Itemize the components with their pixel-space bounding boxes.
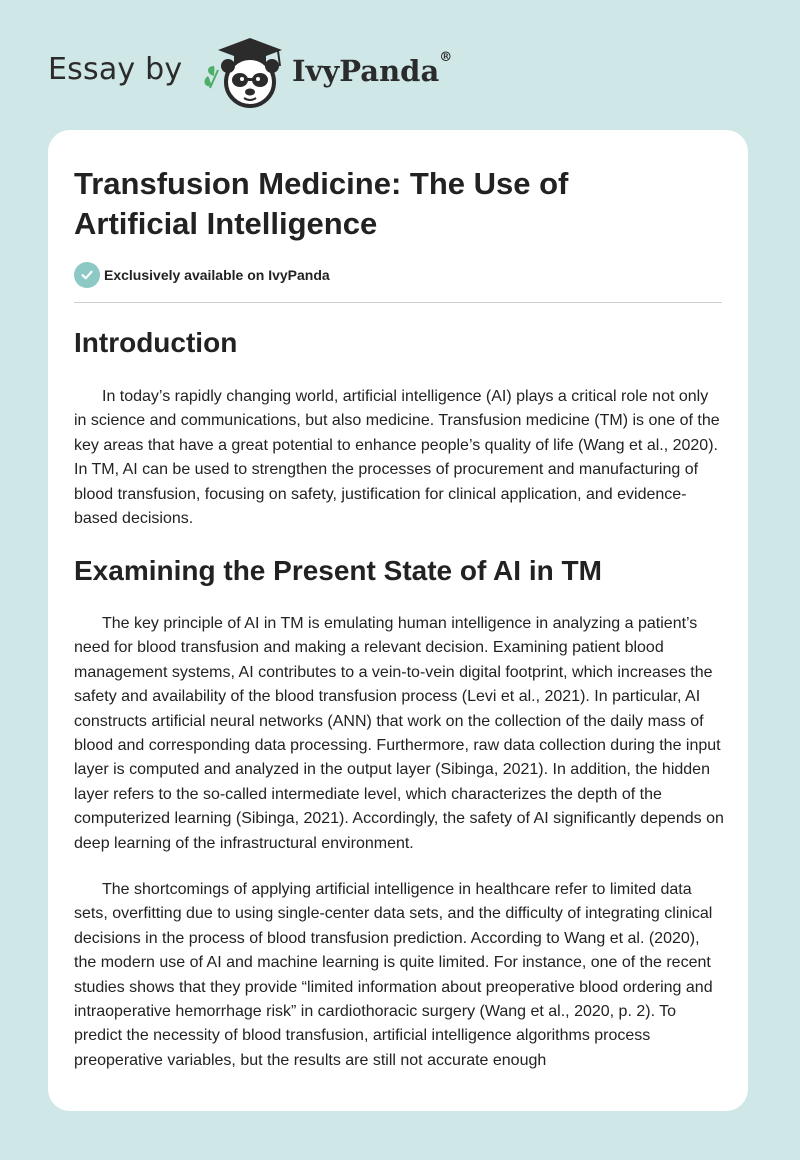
paragraph: The key principle of AI in TM is emulating human intelligence in analyzing a patient’s need for blood transfusion and making a relevant decision. Examining patient blood management systems, AI contributes to a vein-to-vein digital footprint, which increases the safety and availability of the blood transfusion process (Levi et al., 2021). In particular, AI constructs artificial neural networks (ANN) that work on the collection of the daily mass of blood and corresponding data processing. Furthermore, raw data collection during the input layer is computed and analyzed in the output layer (Sibinga, 2021). In addition, the hidden layer refers to the so-called intermediate level, which characterizes the depth of the computerized learning (Sibinga, 2021). Accordingly, the safety of AI significantly depends on deep learning of the infrastructural environment. [74,615,724,852]
page-title: Transfusion Medicine: The Use of Artificial Intelligence [74,166,569,241]
paragraph: In today’s rapidly changing world, artificial intelligence (AI) plays a critical role not only in science and communications, but also medicine. Transfusion medicine (TM) is one of the key areas that have a great potential to enhance people’s quality of life (Wang et al., 2020). In TM, AI can be used to strengthen the processes of procurement and manufacturing of blood transfusion, focusing on safety, justification for clinical application, and evidence-based decisions. [74,388,720,528]
panda-logo-icon[interactable] [200,36,292,110]
registered-mark: ® [439,50,453,65]
exclusive-badge [74,262,330,288]
article-card [48,130,748,1111]
brand-name[interactable] [292,50,453,88]
site-header [0,0,800,130]
check-icon [74,262,100,288]
section-heading: Introduction [74,327,238,358]
badge-text: Exclusively available on IvyPanda [104,267,330,283]
section-heading: Examining the Present State of AI in TM [74,555,602,586]
essay-by-label: Essay by [48,52,183,87]
divider [74,302,722,303]
paragraph: The shortcomings of applying artificial intelligence in healthcare refer to limited data sets, overfitting due to using single-center data sets, and the difficulty of integrating clinical decisions in the process of blood transfusion prediction. According to Wang et al. (2020), the modern use of AI and machine learning is quite limited. For instance, one of the recent studies shows that they provide “limited information about preoperative blood ordering and intraoperative hemorrhage risk” in cardiothoracic surgery (Wang et al., 2020, p. 2). To predict the necessity of blood transfusion, artificial intelligence algorithms process preoperative variables, but the results are still not accurate enough [74,881,713,1069]
brand-text: IvyPanda [292,54,440,88]
